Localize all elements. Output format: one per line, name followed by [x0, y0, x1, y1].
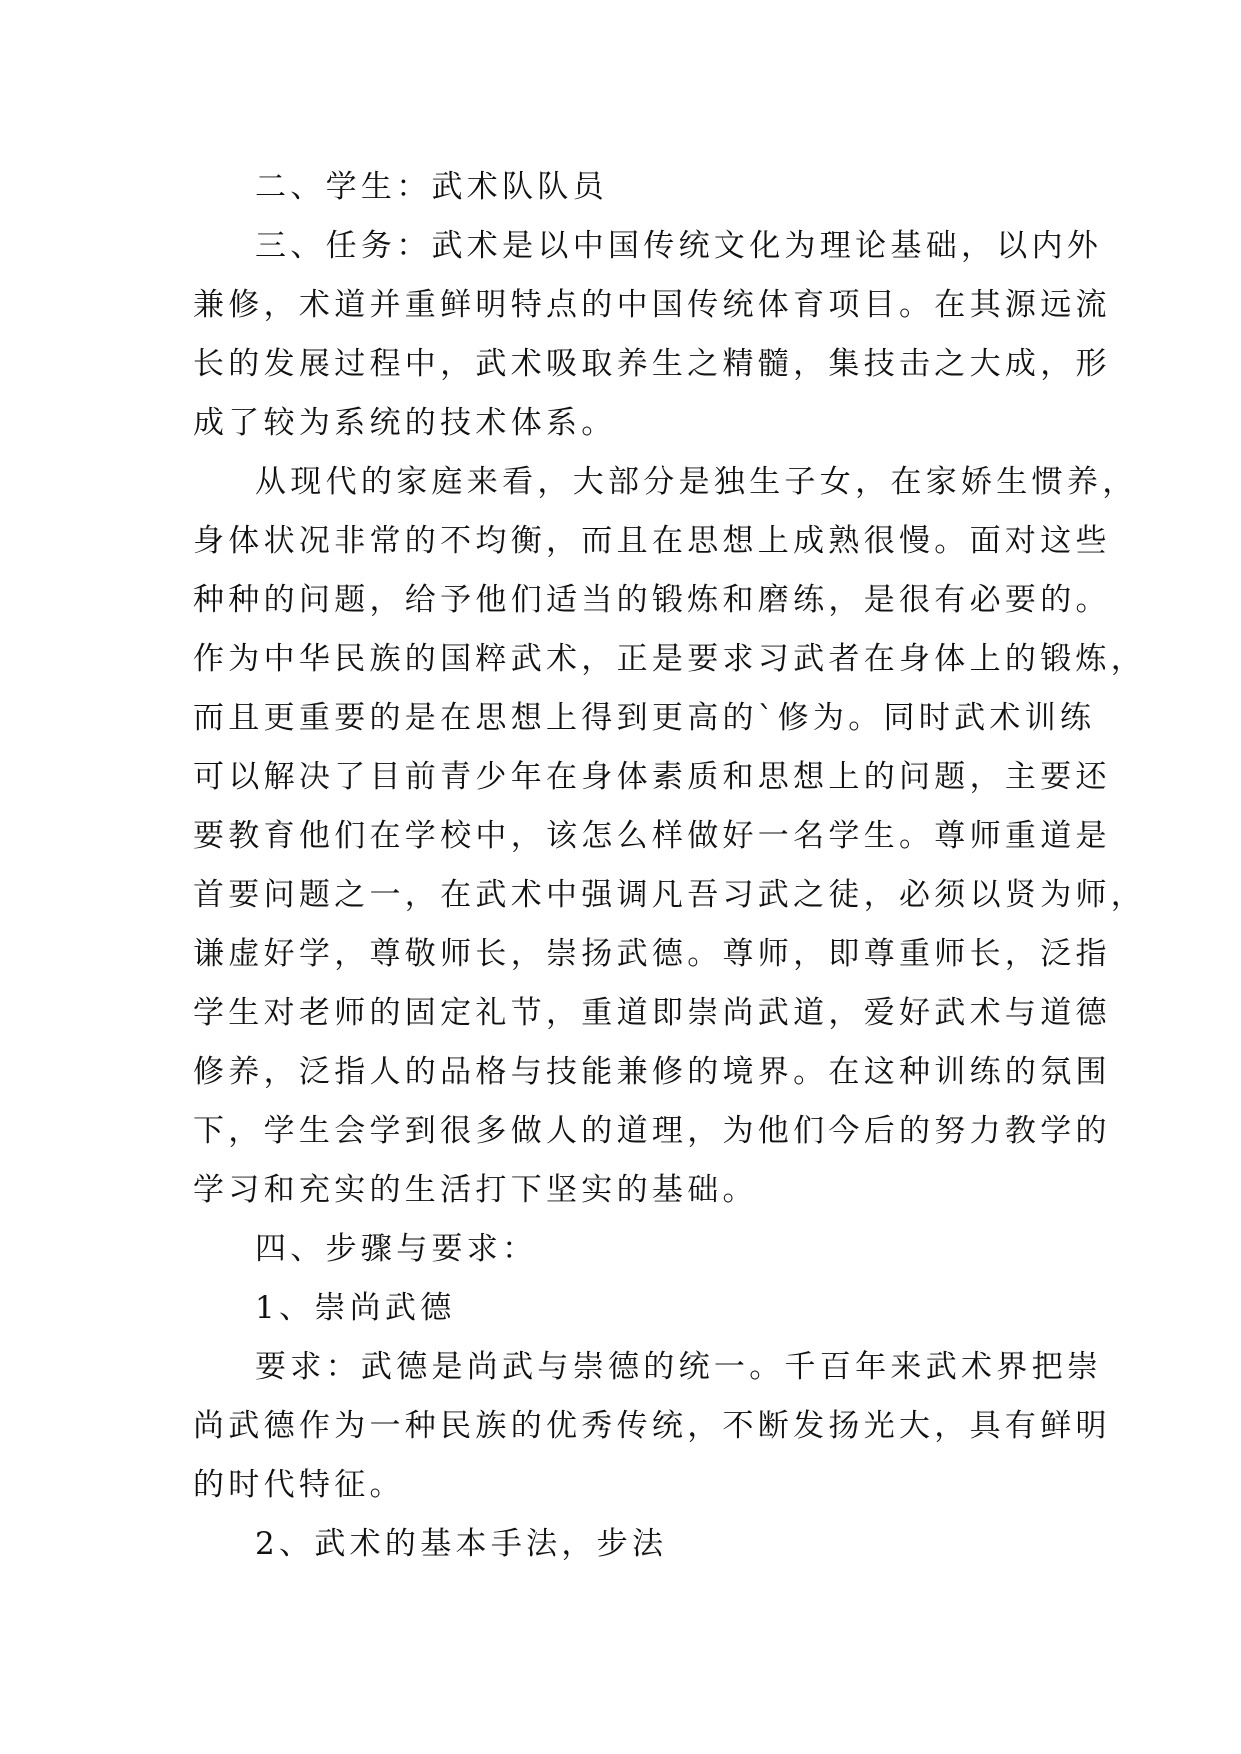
section-heading-students: 二、学生：武术队队员: [255, 169, 608, 205]
paragraph-family-line: 下，学生会学到很多做人的道理，为他们今后的努力教学的: [193, 1113, 1111, 1149]
paragraph-family-line: 首要问题之一，在武术中强调凡吾习武之徒，必须以贤为师，: [193, 877, 1147, 913]
paragraph-family-line: 而且更重要的是在思想上得到更高的`修为。同时武术训练: [193, 700, 1096, 736]
paragraph-family-line: 谦虚好学，尊敬师长，崇扬武德。尊师，即尊重师长，泛指: [193, 936, 1111, 972]
paragraph-family-line: 修养，泛指人的品格与技能兼修的境界。在这种训练的氛围: [193, 1054, 1111, 1090]
paragraph-requirement-line: 尚武德作为一种民族的优秀传统，不断发扬光大，具有鲜明: [193, 1408, 1111, 1444]
paragraph-requirement-line: 要求：武德是尚武与崇德的统一。千百年来武术界把崇: [255, 1349, 1103, 1385]
paragraph-family-line: 作为中华民族的国粹武术，正是要求习武者在身体上的锻炼，: [193, 641, 1147, 677]
paragraph-task-line: 成了较为系统的技术体系。: [193, 405, 617, 441]
subheading-martial-virtue: 1、崇尚武德: [255, 1290, 456, 1326]
document-body: [193, 158, 1147, 1574]
paragraph-family-line: 从现代的家庭来看，大部分是独生子女，在家娇生惯养，: [255, 464, 1138, 500]
paragraph-task-line: 三、任务：武术是以中国传统文化为理论基础，以内外: [255, 228, 1103, 264]
paragraph-family-line: 身体状况非常的不均衡，而且在思想上成熟很慢。面对这些: [193, 523, 1111, 559]
subheading-basic-techniques: 2、武术的基本手法，步法: [255, 1526, 668, 1562]
paragraph-family-line: 要教育他们在学校中，该怎么样做好一名学生。尊师重道是: [193, 818, 1111, 854]
paragraph-family-line: 种种的问题，给予他们适当的锻炼和磨练，是很有必要的。: [193, 582, 1111, 618]
paragraph-family-line: 学习和充实的生活打下坚实的基础。: [193, 1172, 758, 1208]
paragraph-requirement-line: 的时代特征。: [193, 1467, 405, 1503]
paragraph-family-line: 可以解决了目前青少年在身体素质和思想上的问题，主要还: [193, 759, 1111, 795]
paragraph-task-line: 兼修，术道并重鲜明特点的中国传统体育项目。在其源远流: [193, 287, 1111, 323]
paragraph-family-line: 学生对老师的固定礼节，重道即崇尚武道，爱好武术与道德: [193, 995, 1111, 1031]
section-heading-steps: 四、步骤与要求：: [255, 1231, 538, 1267]
paragraph-task-line: 长的发展过程中，武术吸取养生之精髓，集技击之大成，形: [193, 346, 1111, 382]
